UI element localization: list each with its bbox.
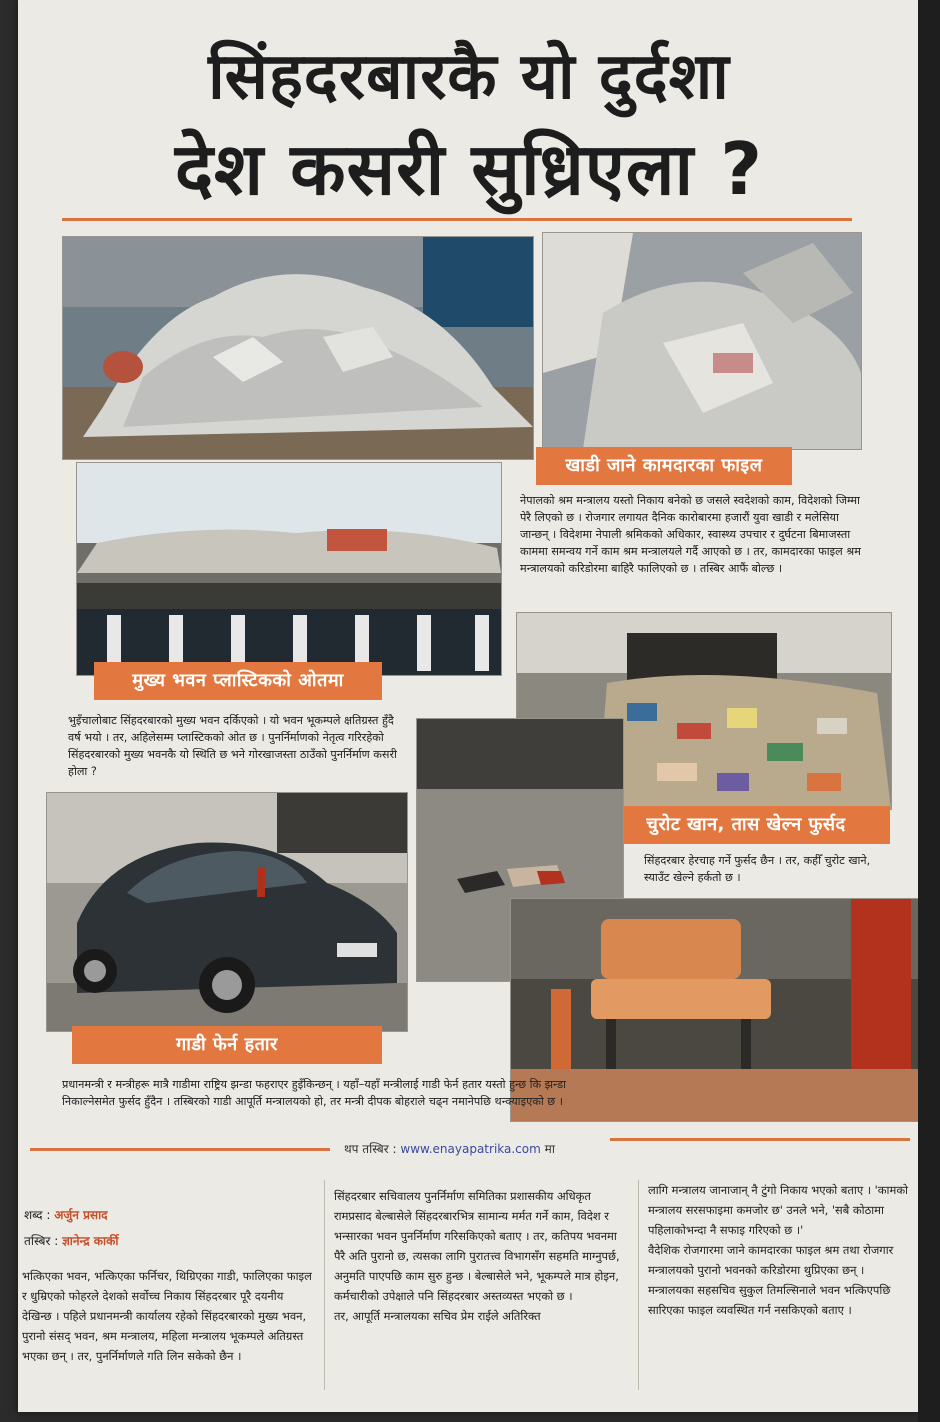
source-suffix: मा bbox=[544, 1142, 555, 1156]
byline-photo-author: ज्ञानेन्द्र कार्की bbox=[62, 1234, 119, 1248]
article-column-1: भत्किएका भवन, भत्किएका फर्निचर, थिग्रिएका गाडी, फालिएका फाइल र धुम्रिएको फोहरले देशको सर्वोच्च निकाय सिंहदरबार पूरै दयनीय देखिन्छ । पहिले प्रधानमन्त्री कार्यालय रहेको सिंहदरबारको मुख्य भवन, पुरानो संसद् भवन, श्रम मन्त्रालय, महिला मन्त्रालय भूकम्पले अतिग्रस्त भएका छन् । तर, पुनर्निर्माणले गति लिन सकेको छैन । bbox=[22, 1269, 312, 1363]
byline-photo-label: तस्बिर : bbox=[24, 1234, 59, 1248]
caption-smoke-cards: चुरोट खान, तास खेल्न फुर्सद bbox=[602, 806, 890, 844]
photo-worker-files bbox=[542, 232, 862, 450]
source-line bbox=[344, 1140, 555, 1157]
newspaper-page bbox=[18, 0, 920, 1412]
paragraph-files: नेपालको श्रम मन्त्रालय यस्तो निकाय बनेको छ जसले स्वदेशको काम, विदेशको जिम्मा पेरै लिएको छ । रोजगार लगायत दैनिक कारोबारमा हजारौं युवा खाडी र मलेसिया जान्छन् । विदेशमा नेपाली श्रमिकको अधिकार, स्वास्थ्य उपचार र दुर्घटना बिमाजस्ता काममा समन्वय गर्ने काम श्रम मन्त्रालयले गर्दै आएको छ । तर, कामदारका फाइल श्रम मन्त्रालयको करिडोरमा बाहिरै फालिएको छ । तस्बिर आफैं बोल्छ । bbox=[520, 494, 861, 575]
article-column-2: सिंहदरबार सचिवालय पुनर्निर्माण समितिका प्रशासकीय अधिकृत रामप्रसाद बेल्बासेले सिंहदरबारभित्र सामान्य मर्मत गर्ने काम, विदेश र भन्सारका भवन पुनर्निर्माण गरिसकिएको बताए । तर, कतिपय भवनमा पैरै अति पुरानो छ, त्यसका लागि पुरातत्त्व विभागसँग सहमति माग्नुपर्छ, अनुमति पाएपछि काम सुरु हुन्छ । बेल्बासेले भने, भूकम्पले मात्र होइन, कर्मचारीको उपेक्षाले पनि सिंहदरबार अस्तव्यस्त भएको छ । तर, आपूर्ति मन्त्रालयका सचिव प्रेम राईले अतिरिक्त bbox=[334, 1189, 620, 1323]
caption-car: गाडी फेर्न हतार bbox=[72, 1026, 382, 1064]
caption-files: खाडी जाने कामदारका फाइल bbox=[536, 447, 792, 485]
byline-text bbox=[24, 1206, 108, 1223]
source-rule-left bbox=[30, 1148, 330, 1151]
column-divider-1 bbox=[324, 1180, 325, 1390]
byline-photo bbox=[24, 1232, 118, 1249]
headline-line-2: देश कसरी सुध्रिएला ? bbox=[174, 127, 764, 211]
caption-main-building: मुख्य भवन प्लास्टिकको ओतमा bbox=[94, 662, 382, 700]
source-rule-right bbox=[610, 1138, 910, 1141]
headline-rule bbox=[62, 218, 852, 221]
paragraph-main-building: भुइँचालोबाट सिंहदरबारको मुख्य भवन दर्किएको । यो भवन भूकम्पले क्षतिग्रस्त हुँदै वर्ष भयो । तर, अहिलेसम्म प्लास्टिकको ओत छ । पुनर्निर्माणको नेतृत्व गरिरहेको सिंहदरबारको मुख्य भवनकै यो स्थिति छ भने गोरखाजस्ता ठाउँको पुनर्निर्माण कसरी होला ? bbox=[68, 714, 397, 778]
byline-text-author: अर्जुन प्रसाद bbox=[54, 1208, 108, 1222]
photo-rubble-pile bbox=[62, 236, 534, 460]
column-divider-2 bbox=[638, 1180, 639, 1390]
background-edge bbox=[918, 0, 940, 1422]
article-column-3: लागि मन्त्रालय जानाजान् नै टुंगो निकाय भएको बताए । 'कामको मन्त्रालय सरसफाइमा कमजोर छ' उनले भने, 'सबै कोठामा पहिलाकोभन्दा नै सफाइ गरिएको छ ।' वैदेशिक रोजगारमा जाने कामदारका फाइल श्रम तथा रोजगार मन्त्रालयको पुरानो भवनको करिडोरमा थुप्रिएका छन् । मन्त्रालयका सहसचिव सुकुल तिमल्सिनाले भवन भत्किएपछि सारिएका फाइल व्यवस्थित गर्न नसकिएको बताए । bbox=[648, 1183, 909, 1317]
paragraph-car: प्रधानमन्त्री र मन्त्रीहरू मात्रै गाडीमा राष्ट्रिय झन्डा फहराएर हुइँकिन्छन् । यहाँ–यहाँ मन्त्रीलाई गाडी फेर्न हतार यस्तो हुन्छ कि झन्डा निकाल्नेसमेत फुर्सद हुँदैन । तस्बिरको गाडी आपूर्ति मन्त्रालयको हो, तर मन्त्री दीपक बोहराले चढ्न नमानेपछि थन्क्याइएको छ । bbox=[62, 1078, 567, 1108]
byline-text-label: शब्द : bbox=[24, 1208, 51, 1222]
photo-car bbox=[46, 792, 408, 1032]
source-label: थप तस्बिर : bbox=[344, 1142, 397, 1156]
paragraph-smoke-cards: सिंहदरबार हेरचाह गर्ने फुर्सद छैन । तर, कहीँ चुरोट खाने, स्याउँट खेल्ने हर्कतो छ । bbox=[644, 854, 871, 884]
source-url[interactable]: www.enayapatrika.com bbox=[400, 1142, 541, 1156]
photo-main-building bbox=[76, 462, 502, 676]
headline-line-1: सिंहदरबारकै यो दुर्दशा bbox=[208, 40, 730, 114]
